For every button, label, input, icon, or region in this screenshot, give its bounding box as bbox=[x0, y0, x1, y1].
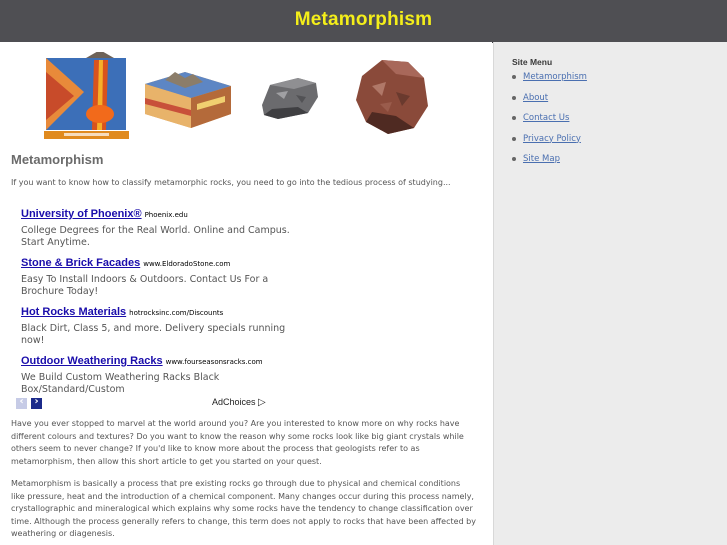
ad-url[interactable]: Phoenix.edu bbox=[144, 211, 188, 219]
bullet-icon bbox=[512, 157, 516, 161]
plate-tectonics-diagram bbox=[145, 68, 231, 130]
adchoices-label: AdChoices bbox=[212, 397, 256, 407]
ad-description: Easy To Install Indoors & Outdoors. Contact Us For a Brochure Today! bbox=[21, 274, 269, 297]
ad-url[interactable]: hotrocksinc.com/Discounts bbox=[129, 309, 224, 317]
adchoices-link[interactable] bbox=[212, 397, 266, 408]
bullet-icon bbox=[512, 137, 516, 141]
sidebar bbox=[493, 42, 727, 545]
red-rock-photo bbox=[352, 56, 430, 136]
page-title: Metamorphism bbox=[11, 152, 104, 167]
paragraph: Metamorphism is basically a process that pre existing rocks go through due to physical and chemical conditions like pressure, heat and the introduction of a chemical component. Many changes occur during this process namely, crystallographic and mineralogical which explains why some rocks have the tendency to change classification over time. Although the process generally refers to change, this term does not apply to rocks that have been affected by weathering or diagenesis. bbox=[11, 479, 476, 538]
chevron-right-icon: › bbox=[34, 396, 39, 407]
site-title: Metamorphism bbox=[294, 9, 433, 30]
paragraph: Have you ever stopped to marvel at the world around you? Are you interested to know more on why rocks have different colours and textures? Do you want to know the reason why some rocks look like big giant crystals while others seem to never change? If you'd like to know more about the process that geologists refer to as metamorphism, then allow this short article to get you started on your quest. bbox=[11, 419, 464, 466]
site-menu-title: Site Menu bbox=[512, 57, 553, 67]
adchoices-icon: ▷ bbox=[258, 397, 266, 408]
menu-link-contact-us[interactable]: Contact Us bbox=[523, 113, 570, 123]
ad-item bbox=[21, 349, 291, 396]
ad-item bbox=[21, 202, 291, 249]
intro-text: If you want to know how to classify metamorphic rocks, you need to go into the tedious process of studying... bbox=[11, 178, 451, 187]
ad-title-link[interactable]: Hot Rocks Materials bbox=[21, 306, 127, 318]
ad-title-link[interactable]: Outdoor Weathering Racks bbox=[21, 355, 163, 367]
ad-navigation bbox=[16, 398, 266, 410]
ad-prev-button[interactable] bbox=[16, 398, 27, 409]
ad-description: We Build Custom Weathering Racks Black Box/Standard/Custom bbox=[21, 372, 220, 395]
image-strip bbox=[0, 42, 492, 142]
ad-url[interactable]: www.EldoradoStone.com bbox=[143, 260, 231, 268]
main-content bbox=[0, 42, 492, 545]
ad-title-link[interactable]: University of Phoenix® bbox=[21, 208, 142, 220]
site-header bbox=[0, 0, 727, 43]
ad-title-link[interactable]: Stone & Brick Facades bbox=[21, 257, 141, 269]
bullet-icon bbox=[512, 75, 516, 79]
menu-link-privacy-policy[interactable]: Privacy Policy bbox=[523, 133, 581, 144]
chevron-left-icon: ‹ bbox=[19, 396, 24, 407]
ad-item bbox=[21, 300, 291, 347]
menu-link-metamorphism[interactable]: Metamorphism bbox=[523, 72, 587, 82]
metamorphic-rocks-diagram bbox=[44, 52, 129, 139]
menu-link-about[interactable]: About bbox=[523, 92, 549, 103]
ad-description: Black Dirt, Class 5, and more. Delivery specials running now! bbox=[21, 323, 286, 346]
ad-next-button[interactable] bbox=[31, 398, 42, 409]
ad-url[interactable]: www.fourseasonsracks.com bbox=[165, 358, 263, 366]
bullet-icon bbox=[512, 116, 516, 120]
ad-description: College Degrees for the Real World. Online and Campus. Start Anytime. bbox=[21, 225, 290, 248]
bullet-icon bbox=[512, 96, 516, 100]
ad-item bbox=[21, 251, 291, 298]
menu-link-site-map[interactable]: Site Map bbox=[523, 154, 560, 164]
gray-rock-photo bbox=[258, 75, 320, 121]
